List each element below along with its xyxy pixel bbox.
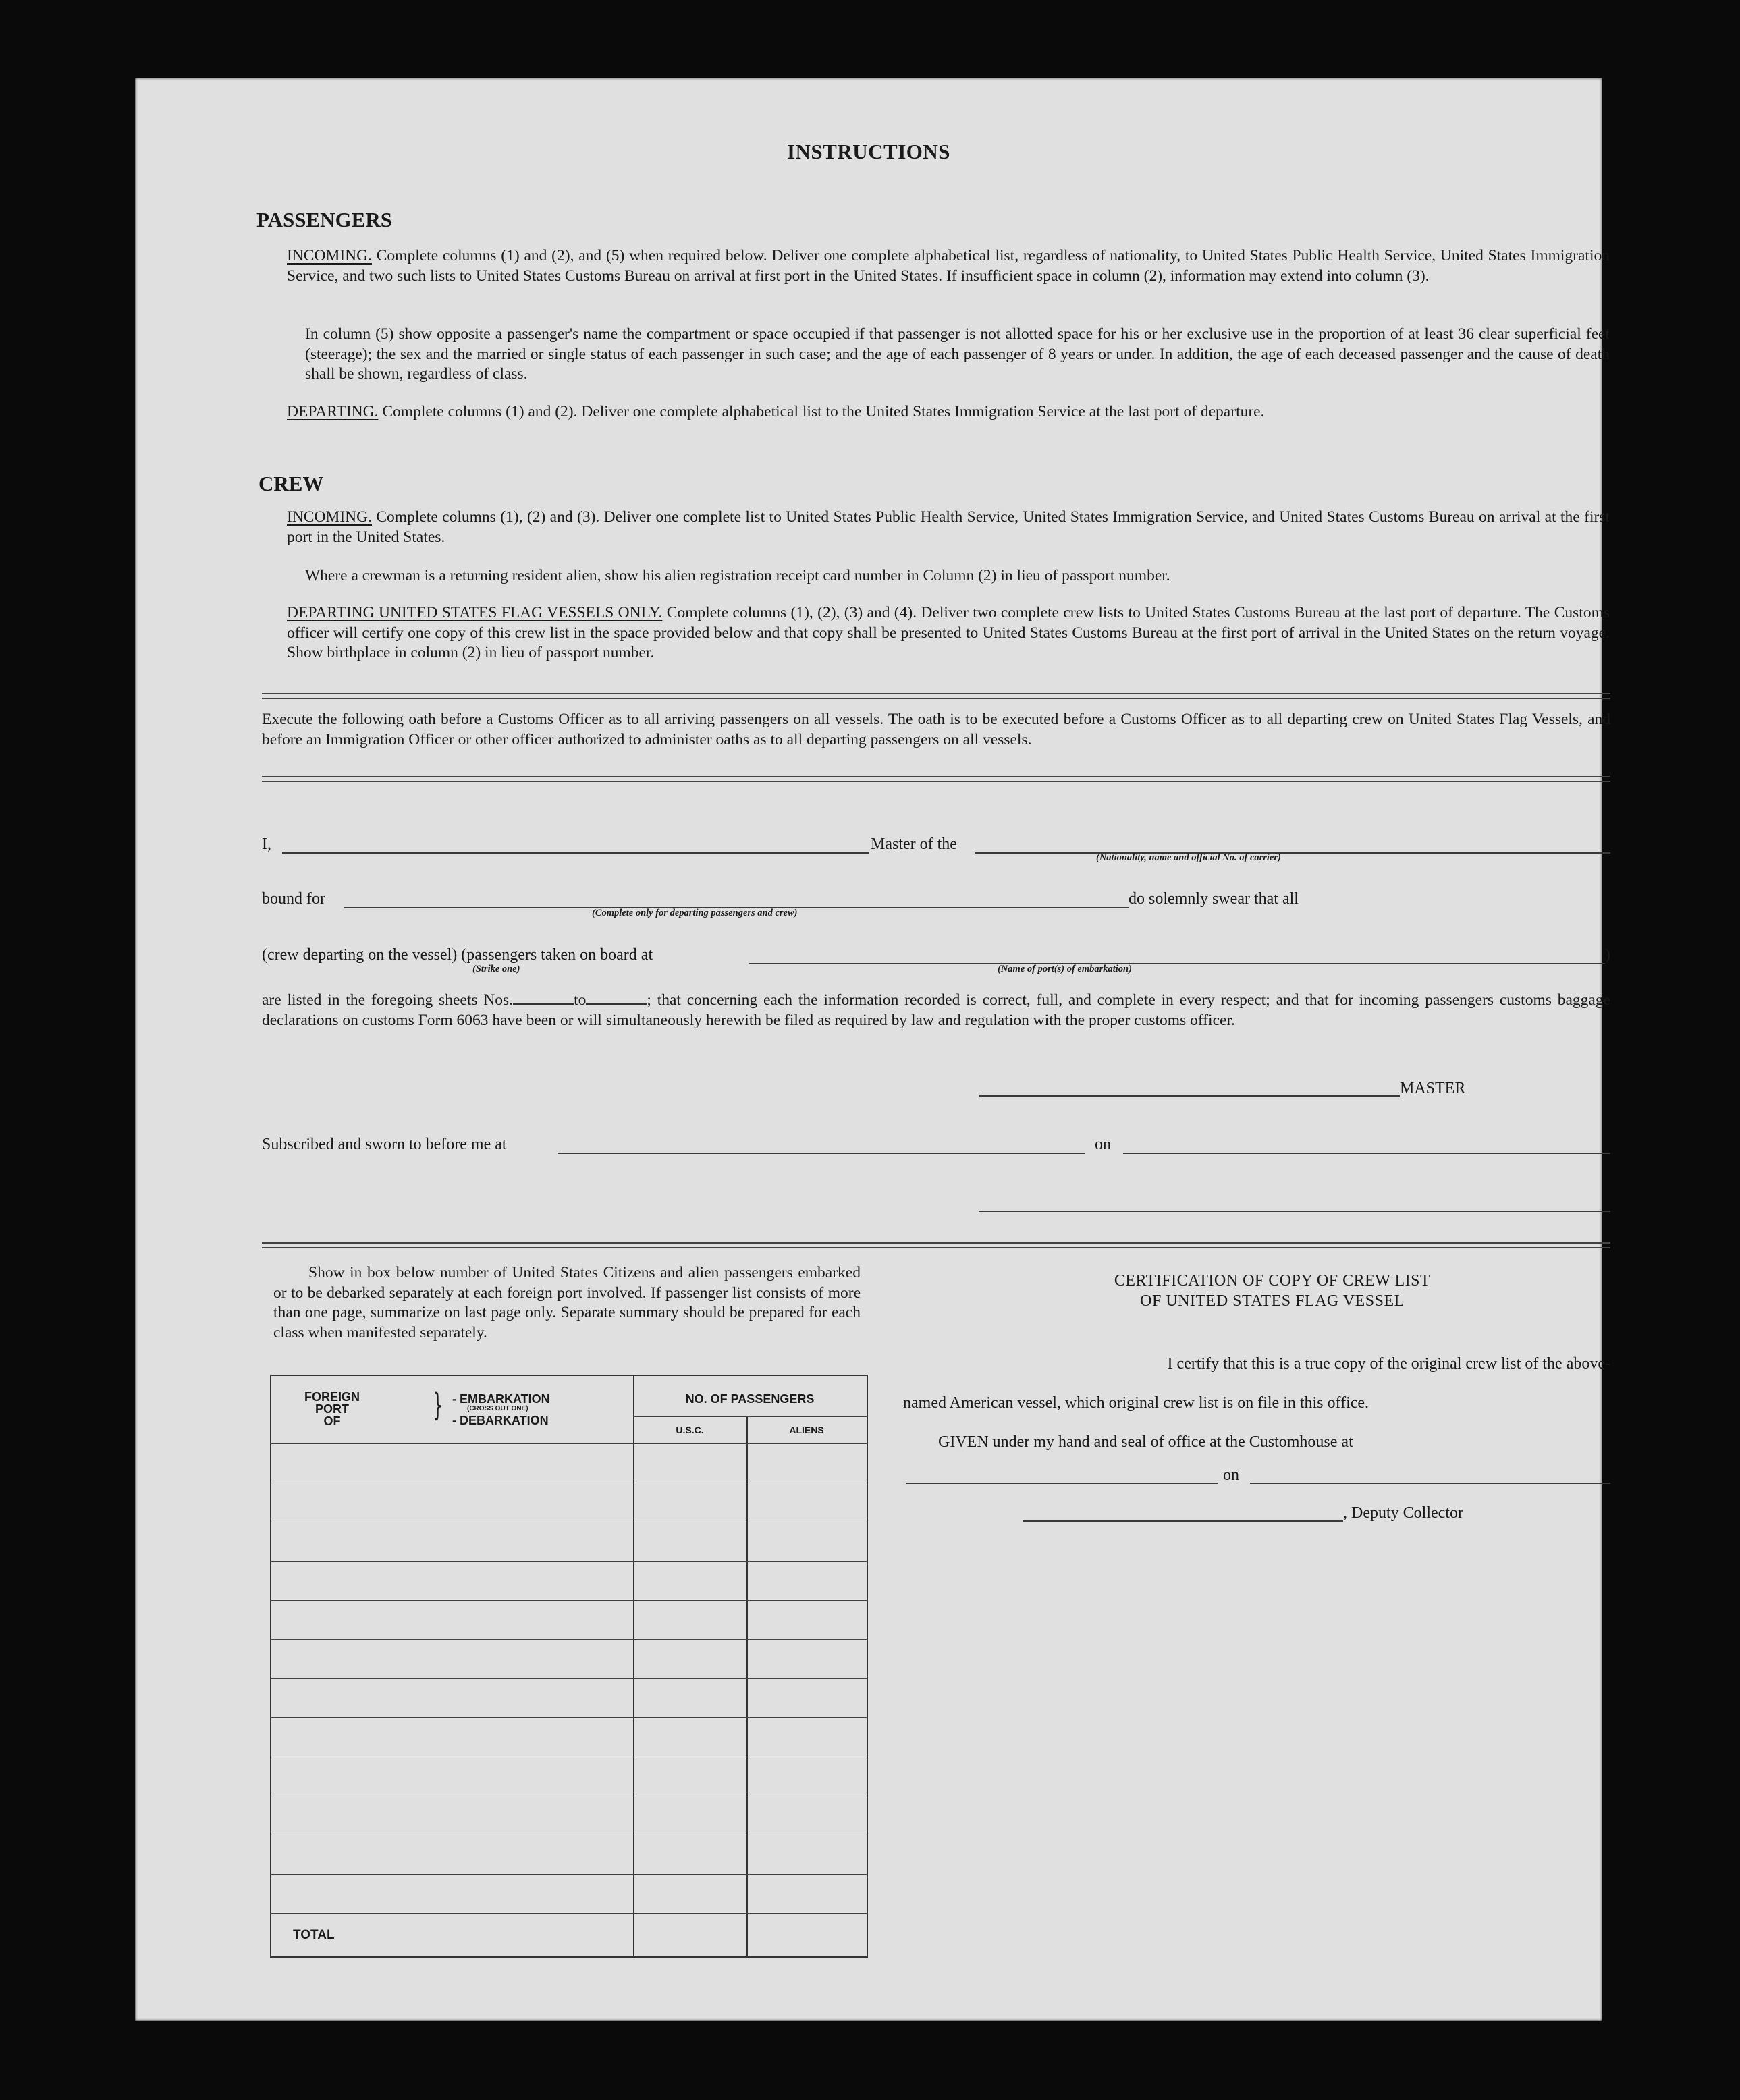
crew-resident-paragraph: Where a crewman is a returning resident alien, show his alien registration receipt card number in Column (2) in lieu of passport number. (305, 567, 1170, 584)
carrier-field[interactable] (975, 852, 1610, 854)
table-column-divider (633, 1376, 634, 1956)
oath-i-label: I, (262, 835, 271, 853)
aliens-header: ALIENS (789, 1425, 824, 1435)
divider (262, 1242, 1610, 1248)
crew-heading: CREW (259, 472, 324, 495)
usc-header: U.S.C. (676, 1425, 704, 1435)
passengers-heading: PASSENGERS (256, 208, 392, 231)
passengers-departing-label: DEPARTING. (287, 403, 379, 420)
debarkation-label: - DEBARKATION (452, 1414, 549, 1427)
crew-departing-paragraph (287, 603, 1610, 663)
certification-date-field[interactable] (1250, 1483, 1610, 1484)
master-name-field[interactable] (282, 852, 869, 854)
sworn-date-field[interactable] (1123, 1153, 1610, 1154)
page-title: INSTRUCTIONS (786, 140, 950, 163)
crew-departing-text: Complete columns (1), (2), (3) and (4). Deliver two complete crew lists to United States Customs Bureau at the last port of departure. The Customs officer will certify one copy of this crew list in the space provided below and that copy shall be presented to United States Customs Bureau at the first port of arrival in the United States on the return voyage. Show birthplace in column (2) in lieu of passport number. (287, 604, 1610, 661)
embarkation-label: - EMBARKATION (452, 1392, 550, 1406)
subscribed-label: Subscribed and sworn to before me at (262, 1136, 507, 1153)
master-of-the-label: Master of the (871, 835, 957, 853)
master-label: MASTER (1400, 1080, 1466, 1097)
crew-departing-label: DEPARTING UNITED STATES FLAG VESSELS ONLY. (287, 604, 663, 621)
passengers-departing-paragraph (287, 402, 1610, 422)
carrier-caption: (Nationality, name and official No. of carrier) (1096, 852, 1281, 863)
certification-on-label: on (1223, 1466, 1239, 1484)
divider (262, 776, 1610, 782)
listed-to: to (574, 991, 587, 1009)
strike-one-caption: (Strike one) (472, 964, 520, 974)
table-row[interactable] (271, 1717, 867, 1718)
table-row[interactable] (271, 1561, 867, 1562)
no-passengers-header: NO. OF PASSENGERS (685, 1392, 815, 1406)
table-row[interactable] (271, 1443, 867, 1444)
officer-signature-field[interactable] (979, 1211, 1610, 1212)
divider (262, 693, 1610, 699)
foreign-port-header: FOREIGN PORT OF (304, 1390, 360, 1428)
listed-pre: are listed in the foregoing sheets Nos. (262, 991, 514, 1009)
departing-caption: (Complete only for departing passengers and crew) (592, 908, 798, 918)
oath-statement (262, 991, 1610, 1030)
table-row[interactable] (271, 1874, 867, 1875)
certification-line-3: GIVEN under my hand and seal of office at the Customhouse at (938, 1433, 1353, 1451)
certification-line-1: I certify that this is a true copy of the original crew list of the above- (1167, 1355, 1610, 1373)
table-row[interactable] (271, 1600, 867, 1601)
passengers-incoming-text: Complete columns (1) and (2), and (5) when required below. Deliver one complete alphabetical list, regardless of nationality, to United States Public Health Service, United States Immigration Service, and two such lists to United States Customs Bureau on arrival at first port in the United States. If insufficient space in column (2), information may extend into column (3). (287, 247, 1610, 285)
passenger-summary-table (270, 1375, 868, 1958)
do-swear-label: do solemnly swear that all (1129, 890, 1299, 908)
brace-icon: } (433, 1387, 443, 1423)
embarkation-ports-field[interactable] (749, 963, 1605, 964)
sworn-location-field[interactable] (558, 1153, 1085, 1154)
master-signature-field[interactable] (979, 1095, 1400, 1097)
deputy-collector-label: , Deputy Collector (1343, 1504, 1463, 1522)
crew-departing-label: (crew departing on the vessel) (passengers taken on board at (262, 946, 653, 964)
certification-title-2: OF UNITED STATES FLAG VESSEL (1140, 1292, 1405, 1310)
sheet-to-field[interactable] (586, 1003, 647, 1005)
passengers-incoming-label: INCOMING. (287, 247, 372, 265)
passengers-incoming-paragraph (287, 246, 1610, 286)
certification-line-2: named American vessel, which original crew list is on file in this office. (903, 1394, 1369, 1412)
cross-out-note: (CROSS OUT ONE) (467, 1405, 528, 1412)
total-label: TOTAL (293, 1928, 335, 1942)
table-row[interactable] (271, 1678, 867, 1679)
passengers-departing-text: Complete columns (1) and (2). Deliver one complete alphabetical list to the United States Immigration Service at the last port of departure. (378, 403, 1265, 420)
crew-incoming-paragraph (287, 507, 1610, 547)
crew-incoming-label: INCOMING. (287, 508, 372, 526)
oath-instructions: Execute the following oath before a Customs Officer as to all arriving passengers on all vessels. The oath is to be executed before a Customs Officer as to all departing crew on United States Flag Vessels, and before an Immigration Officer or other officer authorized to administer oaths as to all departing passengers on all vessels. (262, 711, 1610, 748)
table-header-divider (633, 1416, 867, 1417)
deputy-collector-signature-field[interactable] (1023, 1520, 1343, 1522)
bound-for-label: bound for (262, 890, 325, 908)
summary-instructions: Show in box below number of United States Citizens and alien passengers embarked or to be debarked separately at each foreign port involved. If passenger list consists of more than one page, summarize on last page only. Separate summary should be prepared for each class when manifested separately. (273, 1264, 861, 1342)
ports-caption: (Name of port(s) of embarkation) (998, 964, 1132, 974)
listed-post: ; that concerning each the information recorded is correct, full, and complete in every respect; and that for incoming passengers customs baggage declarations on customs Form 6063 have been or will simultaneously herewith be filed as required by law and regulation with the proper customs officer. (262, 991, 1611, 1029)
passengers-column5-paragraph: In column (5) show opposite a passenger's name the compartment or space occupied if that passenger is not allotted space for his or her exclusive use in the proportion of at least 36 clear superficial feet (steerage); the sex and the married or single status of each passenger in such case; and the age of each passenger of 8 years or under. In addition, the age of each deceased passenger and the cause of death shall be shown, regardless of class. (305, 325, 1610, 383)
close-paren: ) (1605, 946, 1610, 964)
crew-incoming-text: Complete columns (1), (2) and (3). Deliver one complete list to United States Public Health Service, United States Immigration Service, and United States Customs Bureau on arrival at the first port in the United States. (287, 508, 1610, 546)
sworn-on-label: on (1095, 1136, 1111, 1153)
document-page (135, 78, 1611, 2021)
table-row[interactable] (271, 1913, 867, 1914)
table-row[interactable] (271, 1639, 867, 1640)
table-column-divider (746, 1416, 748, 1956)
sheet-from-field[interactable] (513, 1003, 574, 1005)
certification-title-1: CERTIFICATION OF COPY OF CREW LIST (1114, 1272, 1431, 1290)
customhouse-field[interactable] (906, 1483, 1218, 1484)
